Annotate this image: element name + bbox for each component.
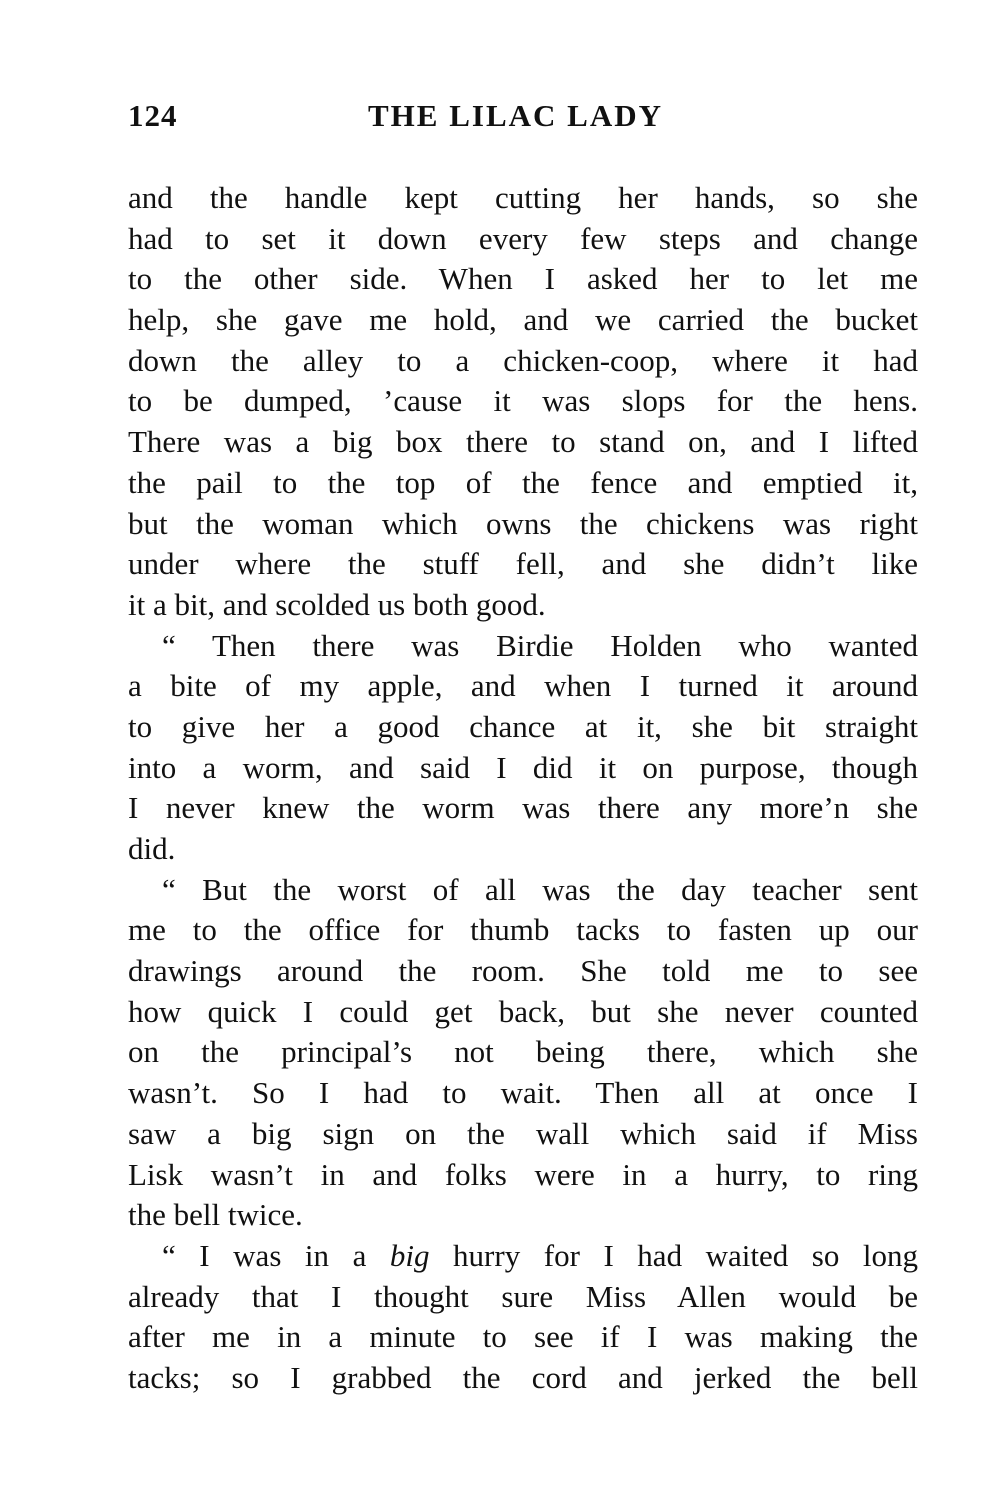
text-line: under where the stuff fell, and she didn’t like xyxy=(128,546,918,582)
paragraph-end-line: did. xyxy=(128,831,176,866)
text-line: to the other side. When I asked her to let me xyxy=(128,261,918,297)
text-line: into a worm, and said I did it on purpose, though xyxy=(128,749,918,785)
text-line: a bite of my apple, and when I turned it around xyxy=(128,668,918,704)
paragraph-end-line: it a bit, and scolded us both good. xyxy=(128,586,546,622)
text-segment: “ I was in a xyxy=(162,1237,390,1273)
text-line: There was a big box there to stand on, and I lifted xyxy=(128,424,918,460)
page-number: 124 xyxy=(128,98,178,133)
text-line: to give her a good chance at it, she bit straight xyxy=(128,708,918,744)
text-line: me to the office for thumb tacks to fasten up our xyxy=(128,912,918,948)
paragraph-end-line: the bell twice. xyxy=(128,1197,303,1233)
text-line: I never knew the worm was there any more’n she xyxy=(128,790,918,826)
text-line: after me in a minute to see if I was making the xyxy=(128,1319,918,1355)
paragraph-start-line: “ Then there was Birdie Holden who wanted xyxy=(162,627,918,663)
text-line: down the alley to a chicken-coop, where it had xyxy=(128,342,918,378)
text-line: Lisk wasn’t in and folks were in a hurry, to ring xyxy=(128,1156,918,1192)
text-line: on the principal’s not being there, which she xyxy=(128,1034,918,1070)
text-line: had to set it down every few steps and change xyxy=(128,220,918,256)
running-head xyxy=(128,98,918,142)
book-title: THE LILAC LADY xyxy=(368,98,663,133)
text-line: and the handle kept cutting her hands, so she xyxy=(128,180,918,215)
text-line: drawings around the room. She told me to see xyxy=(128,953,918,989)
body-text xyxy=(128,178,918,1399)
text-line: the pail to the top of the fence and emptied it, xyxy=(128,464,918,500)
text-line: tacks; so I grabbed the cord and jerked the bell xyxy=(128,1359,918,1395)
text-segment: hurry for I had waited so long xyxy=(429,1237,918,1273)
paragraph-start-line: “ But the worst of all was the day teacher sent xyxy=(162,871,918,907)
text-line: already that I thought sure Miss Allen would be xyxy=(128,1278,918,1314)
text-line: wasn’t. So I had to wait. Then all at once I xyxy=(128,1075,918,1111)
text-line: help, she gave me hold, and we carried the bucket xyxy=(128,302,918,338)
text-line: but the woman which owns the chickens was right xyxy=(128,505,918,541)
text-line: how quick I could get back, but she never counted xyxy=(128,993,918,1029)
text-line: saw a big sign on the wall which said if Miss xyxy=(128,1115,918,1151)
paragraph-start-line xyxy=(128,1236,918,1277)
text-line: to be dumped, ’cause it was slops for the hens. xyxy=(128,383,918,419)
italic-emphasis: big xyxy=(389,1237,430,1273)
